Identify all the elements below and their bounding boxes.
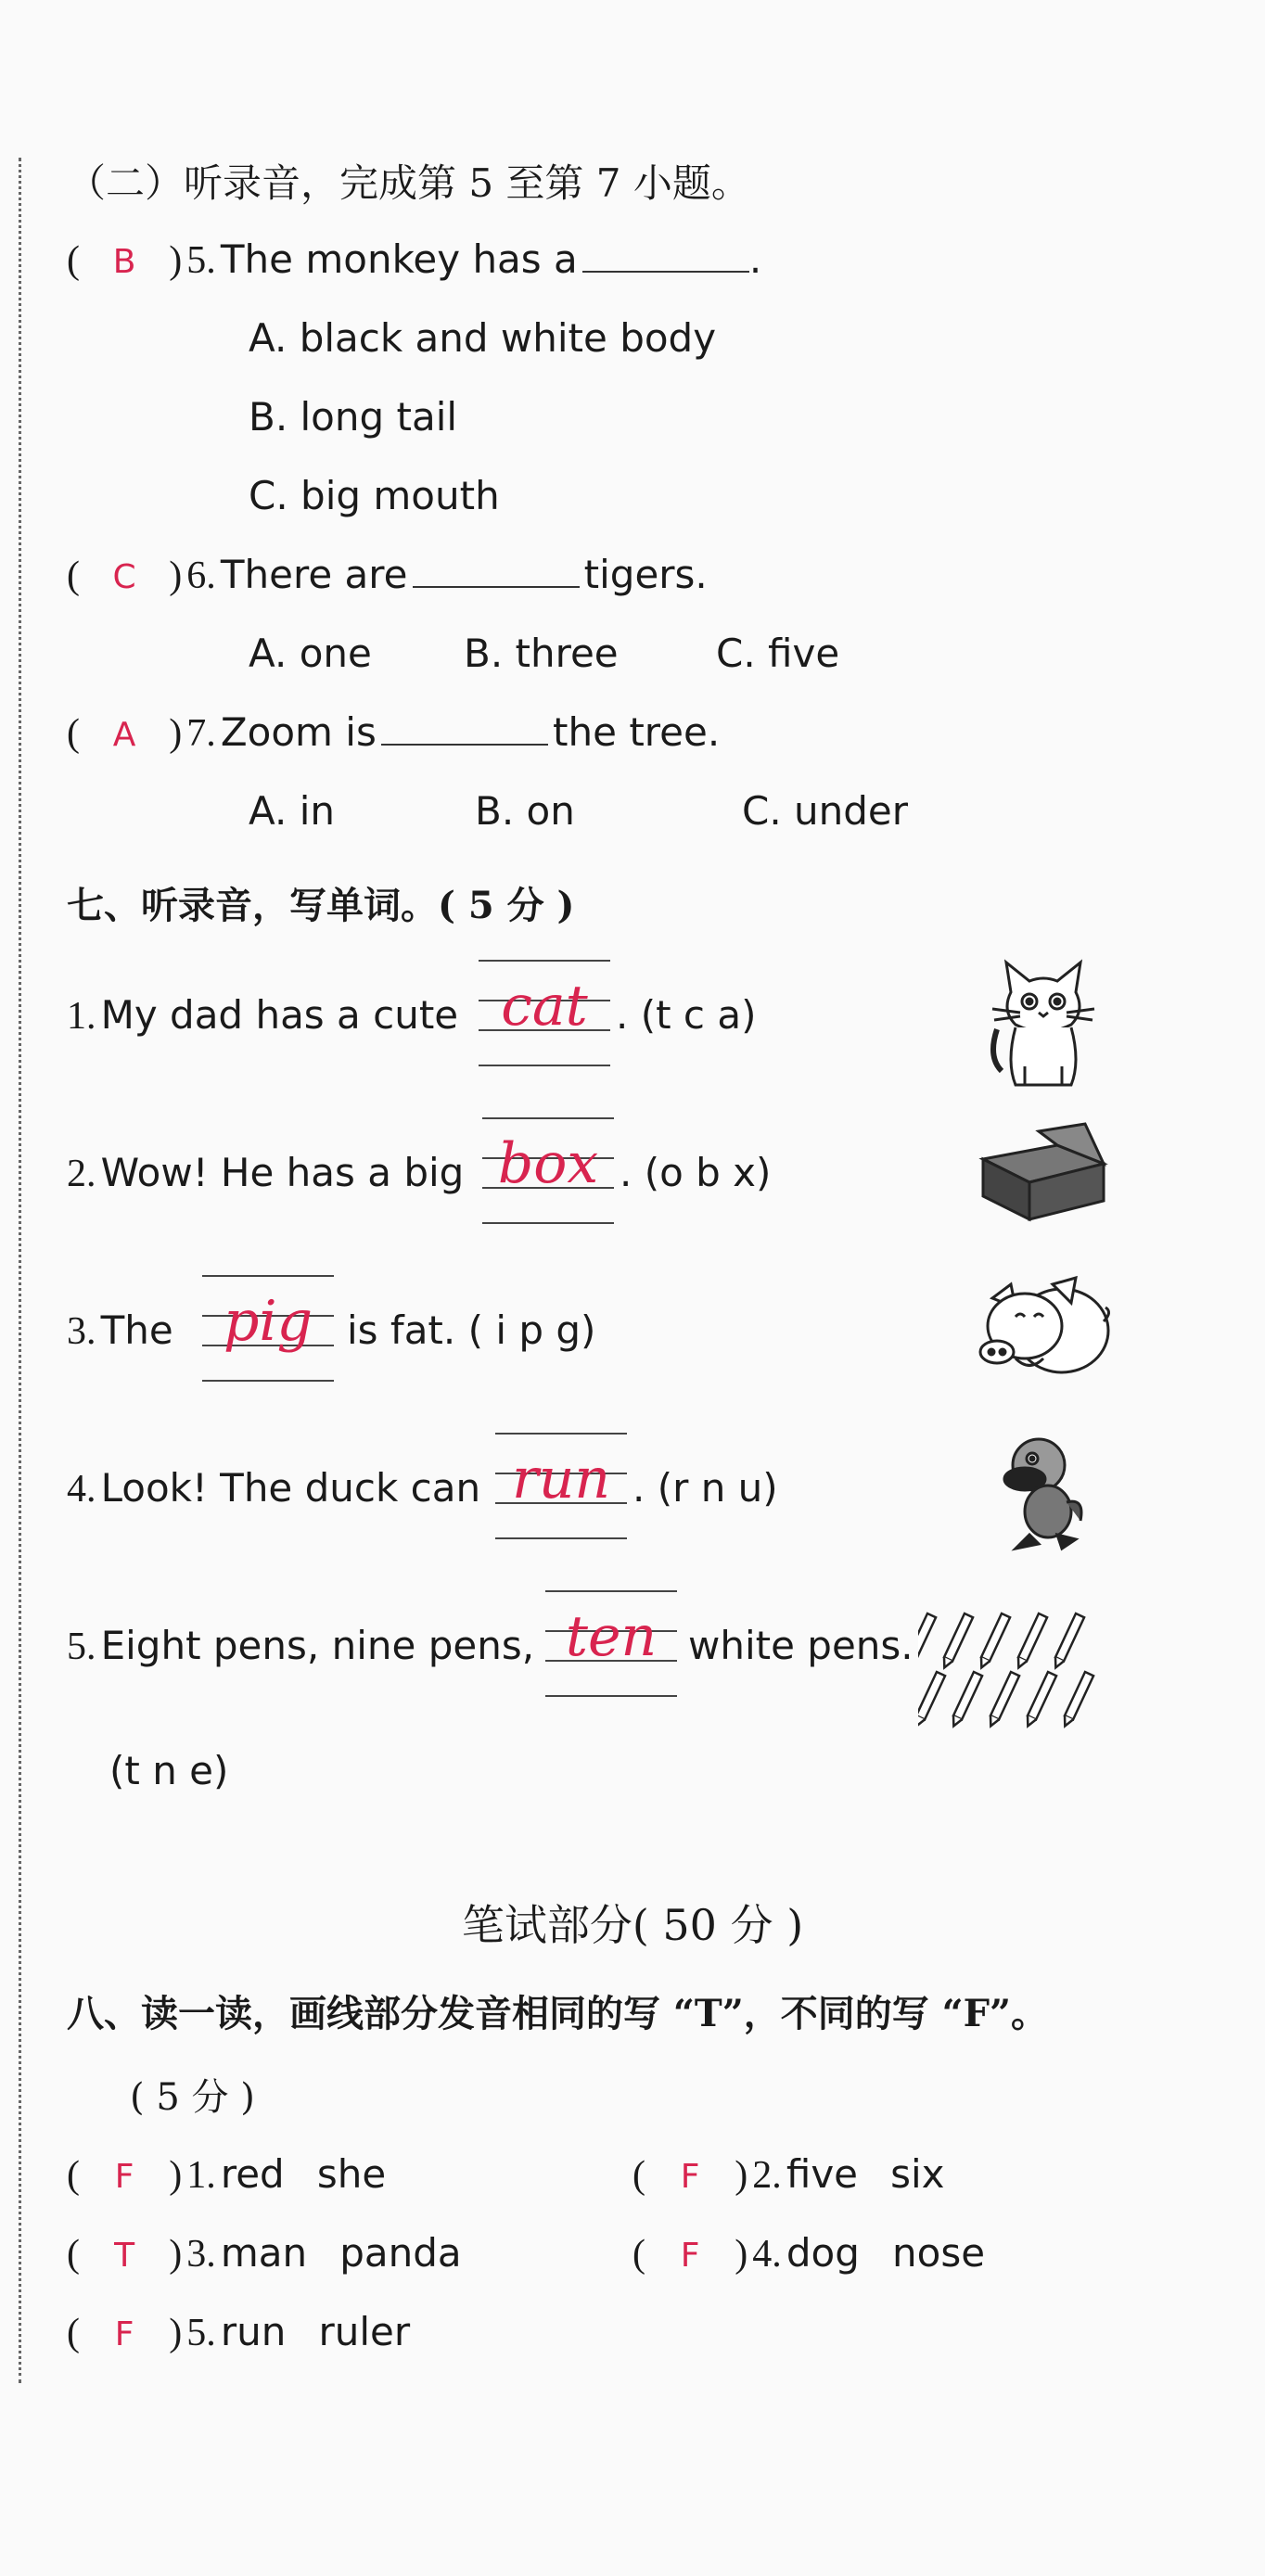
sound-answer-1[interactable]: F <box>114 2158 134 2196</box>
spell-letters-4: . (r n u) <box>632 1465 778 1511</box>
option-5b: B. long tail <box>249 394 458 440</box>
spell-blank-2[interactable] <box>482 1113 614 1224</box>
option-7c: C. under <box>742 788 909 834</box>
blank-7[interactable] <box>381 712 548 746</box>
section-2-heading: （二）听录音，完成第 5 至第 7 小题。 <box>67 160 750 206</box>
spell-item-2: 2. Wow! He has a big <box>67 1150 465 1195</box>
margin-dotted-line <box>19 158 21 2383</box>
spell-blank-5[interactable] <box>545 1586 677 1697</box>
spell-letters-1: . (t c a) <box>616 992 757 1038</box>
duck-icon <box>997 1433 1090 1553</box>
option-6a: A. one <box>249 631 372 676</box>
box-icon <box>974 1122 1113 1224</box>
pens-icon <box>918 1609 1113 1734</box>
question-6: ( C ) 6. There are tigers. <box>67 552 708 597</box>
sound-answer-3[interactable]: T <box>114 2237 135 2275</box>
blank-5[interactable] <box>582 239 749 273</box>
sound-answer-2[interactable]: F <box>680 2158 700 2196</box>
sound-answer-4[interactable]: F <box>680 2237 700 2275</box>
spell-letters-3: is fat. ( i p g) <box>347 1307 596 1353</box>
section-7-heading: 七、听录音，写单词。( 5 分 ) <box>67 884 575 927</box>
spell-item-5: 5. Eight pens, nine pens, <box>67 1623 535 1668</box>
spell-word-4: run <box>512 1447 610 1511</box>
answer-6[interactable]: C <box>112 558 136 596</box>
blank-6[interactable] <box>413 555 580 588</box>
sound-item-1: ( F ) 1. red she <box>67 2151 387 2197</box>
spell-post-5: white pens. <box>688 1623 914 1668</box>
question-5: ( B ) 5. The monkey has a . <box>67 236 762 282</box>
option-5a: A. black and white body <box>249 315 717 361</box>
question-7: ( A ) 7. Zoom is the tree. <box>67 709 721 755</box>
spell-item-1: 1. My dad has a cute <box>67 992 459 1038</box>
spell-letters-5: (t n e) <box>109 1748 229 1793</box>
option-5c: C. big mouth <box>249 473 500 518</box>
option-7b: B. on <box>475 788 575 834</box>
option-6c: C. five <box>716 631 840 676</box>
section-8-score: ( 5 分 ) <box>130 2076 255 2119</box>
sound-answer-5[interactable]: F <box>114 2315 134 2353</box>
spell-blank-3[interactable] <box>202 1270 334 1382</box>
answer-5[interactable]: B <box>112 243 136 281</box>
sound-item-4: ( F ) 4. dog nose <box>632 2230 986 2276</box>
spell-word-2: box <box>497 1131 599 1196</box>
spell-word-1: cat <box>501 974 588 1039</box>
spell-blank-4[interactable] <box>495 1428 627 1539</box>
section-8-heading: 八、读一读，画线部分发音相同的写 “T”，不同的写 “F”。 <box>67 1992 1049 2035</box>
spell-item-4: 4. Look! The duck can <box>67 1465 481 1511</box>
written-part-title: 笔试部分( 50 分 ) <box>461 1900 804 1950</box>
answer-7[interactable]: A <box>112 716 136 754</box>
sound-item-2: ( F ) 2. five six <box>632 2151 945 2197</box>
cat-icon <box>983 955 1104 1094</box>
spell-word-5: ten <box>565 1604 658 1669</box>
spell-blank-1[interactable] <box>479 955 610 1066</box>
pig-icon <box>974 1270 1113 1391</box>
sound-item-3: ( T ) 3. man panda <box>67 2230 462 2276</box>
spell-word-3: pig <box>223 1289 313 1354</box>
option-7a: A. in <box>249 788 335 834</box>
spell-letters-2: . (o b x) <box>620 1150 772 1195</box>
spell-item-3: 3. The <box>67 1307 173 1353</box>
option-6b: B. three <box>464 631 619 676</box>
sound-item-5: ( F ) 5. run ruler <box>67 2309 411 2354</box>
